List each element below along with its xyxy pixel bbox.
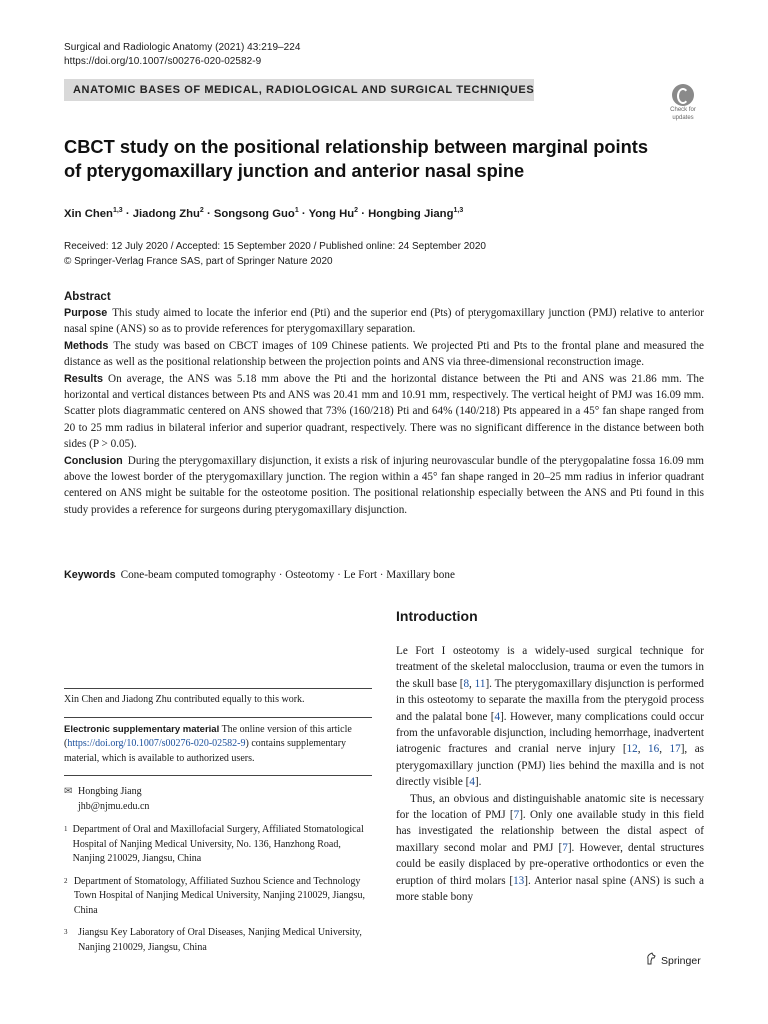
affiliation <box>64 875 372 919</box>
footnote-rule <box>64 688 372 689</box>
reference-link[interactable]: 7 <box>562 841 568 854</box>
paper-title <box>64 135 684 183</box>
affiliation-number: 1 <box>64 825 68 833</box>
reference-link[interactable]: 16 <box>648 743 660 756</box>
corresponding-name: Hongbing Jiang <box>78 786 142 797</box>
purpose-label: Purpose <box>64 307 108 319</box>
affiliation <box>64 823 372 867</box>
keywords <box>64 567 704 583</box>
reference-link[interactable]: 4 <box>469 776 475 789</box>
title-line-1: CBCT study on the positional relationship between marginal points <box>64 136 649 157</box>
dates-line: Received: 12 July 2020 / Accepted: 15 September 2020 / Published online: 24 September 2020 <box>64 241 486 252</box>
affiliation <box>64 926 372 955</box>
abstract <box>64 290 704 518</box>
author-list <box>64 203 704 222</box>
badge-line1: Check for <box>670 107 696 113</box>
esm-label: Electronic supplementary material <box>64 723 220 735</box>
affiliation-number: 2 <box>64 876 68 885</box>
results-text: On average, the ANS was 5.18 mm above the Pti and the horizontal distance between the Pti and ANS was 21.86 mm. The horizontal and vertical distances between Pts and ANS was 20.41 mm and 10.91 mm, respectively. The vertical height of PMJ was 16.09 mm. Scatter plots diagrammatic centered on ANS showed that 73% (160/218) Pti and 64% (140/218) Pts appeared in a 45° fan shape ranged from 20 to 25 mm radius in bilateral inferior and superior quadrant, respectively. There was no significant difference in the distance between both sides (P > 0.05). <box>64 372 704 451</box>
journal-citation: Surgical and Radiologic Anatomy (2021) 43:219–224 <box>64 42 301 53</box>
journal-doi[interactable]: https://doi.org/10.1007/s00276-020-02582-9 <box>64 56 262 67</box>
footnote-rule <box>64 775 372 776</box>
abstract-methods <box>64 338 704 371</box>
reference-link[interactable]: 8 <box>463 677 470 690</box>
author-separator: · <box>358 207 369 220</box>
badge-line2: updates <box>672 115 694 121</box>
check-for-updates-icon <box>672 84 694 106</box>
methods-label: Methods <box>64 339 109 352</box>
publication-dates <box>64 240 704 269</box>
author-affiliation: 1,3 <box>112 207 123 214</box>
author-name: Jiadong Zhu <box>132 207 200 220</box>
keywords-text: Cone-beam computed tomography · Osteotomy · Le Fort · Maxillary bone <box>120 569 455 581</box>
esm-link[interactable]: https://doi.org/10.1007/s00276-020-02582-9 <box>67 738 246 749</box>
check-for-updates-badge[interactable] <box>664 84 702 126</box>
author-affiliation: 2 <box>354 207 359 214</box>
keywords-label: Keywords <box>64 569 116 581</box>
esm-text: The online version of this article ( <box>64 723 352 749</box>
author-affiliation: 1 <box>294 207 299 214</box>
conclusion-text: During the pterygomaxillary disjunction, it exists a risk of injuring neurovascular bundle of the pterygopalatine fossa 16.09 mm above the lowest border of the pterygomaxillary junction. The region within a 45° fan shape ranged in 20–25 mm radius in inferior quadrant centered on ANS might be suitable for the osteotome position. The positional relationship especially between the ANS and Pti found in this study provides a reference for surgeons during pterygomaxillary disjunction. <box>64 454 704 516</box>
section-banner: ANATOMIC BASES OF MEDICAL, RADIOLOGICAL AND SURGICAL TECHNIQUES <box>64 79 534 101</box>
springer-horse-icon <box>645 952 657 969</box>
publisher-mark <box>645 952 701 969</box>
purpose-text: This study aimed to locate the inferior end (Pti) and the superior end (Pts) of pterygomaxillary junction (PMJ) relative to anterior nasal spine (ANS) so as to provide references for pterygomaxillary separation. <box>64 307 704 336</box>
reference-link[interactable]: 4 <box>494 710 501 723</box>
affiliation-text: Department of Stomatology, Affiliated Suzhou Science and Technology Town Hospital of Nanjing Medical University, Nanjing 210029, Jiangsu, China <box>73 875 365 916</box>
affiliation-text: Jiangsu Key Laboratory of Oral Diseases, Nanjing Medical University, Nanjing 210029, Jiangsu, China <box>78 927 362 953</box>
title-line-2: of pterygomaxillary junction and anterior nasal spine <box>64 160 525 181</box>
reference-link[interactable]: 17 <box>669 743 681 756</box>
author-separator: · <box>298 207 309 220</box>
footnote-rule <box>64 717 372 718</box>
author-separator: · <box>122 207 133 220</box>
copyright-line: © Springer-Verlag France SAS, part of Springer Nature 2020 <box>64 255 333 267</box>
affiliation-text: Department of Oral and Maxillofacial Surgery, Affiliated Stomatological Hospital of Nanjing Medical University, No. 136, Hanzhong Road, Nanjing 210029, Jiangsu, China <box>72 824 364 864</box>
abstract-purpose <box>64 305 704 338</box>
footnotes <box>64 688 372 955</box>
equal-contribution-note: Xin Chen and Jiadong Zhu contributed equally to this work. <box>64 694 305 705</box>
abstract-results <box>64 371 704 453</box>
abstract-conclusion <box>64 453 704 519</box>
affiliation-number: 3 <box>64 928 68 936</box>
reference-link[interactable]: 11 <box>474 677 486 690</box>
author-name: Songsong Guo <box>213 207 295 220</box>
esm-note <box>64 723 372 767</box>
introduction-paragraph-1: Le Fort I osteotomy is a widely-used surgical technique for treatment of the skeletal malocclusion, trauma or even the tumors in the skull base [8, 11]. The pterygomaxillary disjunction is performed in this osteotomy to separate the maxilla from the pterygoid process and the palatal bone [4]. However, many complications could occur from the unfavorable disjunction, including hemorrhage, inadvertent iatrogenic fractures and cranial nerve injury [12, 16, 17], as pterygomaxillary junction (PMJ) lies behind the maxilla and is not directly visible [4]. <box>396 645 705 789</box>
conclusion-label: Conclusion <box>64 454 123 467</box>
envelope-icon: ✉ <box>64 786 73 797</box>
corresponding-author <box>64 785 372 814</box>
author-name: Xin Chen <box>64 207 113 220</box>
methods-text: The study was based on CBCT images of 109 Chinese patients. We projected Pti and Pts to the frontal plane and measured the distance as well as the positional relationship between the projection points and ANS via three-dimensional reconstruction image. <box>64 339 704 369</box>
results-label: Results <box>64 372 104 385</box>
abstract-heading: Abstract <box>64 291 111 303</box>
publisher-name: Springer <box>661 954 701 967</box>
reference-link[interactable]: 7 <box>513 809 520 822</box>
author-separator: · <box>203 207 214 220</box>
introduction-heading: Introduction <box>396 608 478 624</box>
author-name: Yong Hu <box>308 207 355 220</box>
author-affiliation: 1,3 <box>453 207 464 214</box>
author-name: Hongbing Jiang <box>368 207 454 220</box>
author-affiliation: 2 <box>199 207 204 214</box>
introduction-section <box>396 606 704 906</box>
introduction-paragraph-2: Thus, an obvious and distinguishable anatomic site is necessary for the location of PMJ [7]. Only one available study in this field has investigated the relationship between the distal aspect of maxillary second molar and PMJ [7]. However, dental structures could be easily displaced by pre-operative orthodontics or even the eruption of third molars [13]. Anterior nasal spine (ANS) is such a more stable bony <box>396 792 705 904</box>
corresponding-email[interactable]: jhb@njmu.edu.cn <box>78 800 150 812</box>
reference-link[interactable]: 12 <box>626 743 638 756</box>
esm-text-end: ) contains supplementary material, which is available to authorized users. <box>64 738 347 764</box>
reference-link[interactable]: 13 <box>513 874 525 887</box>
